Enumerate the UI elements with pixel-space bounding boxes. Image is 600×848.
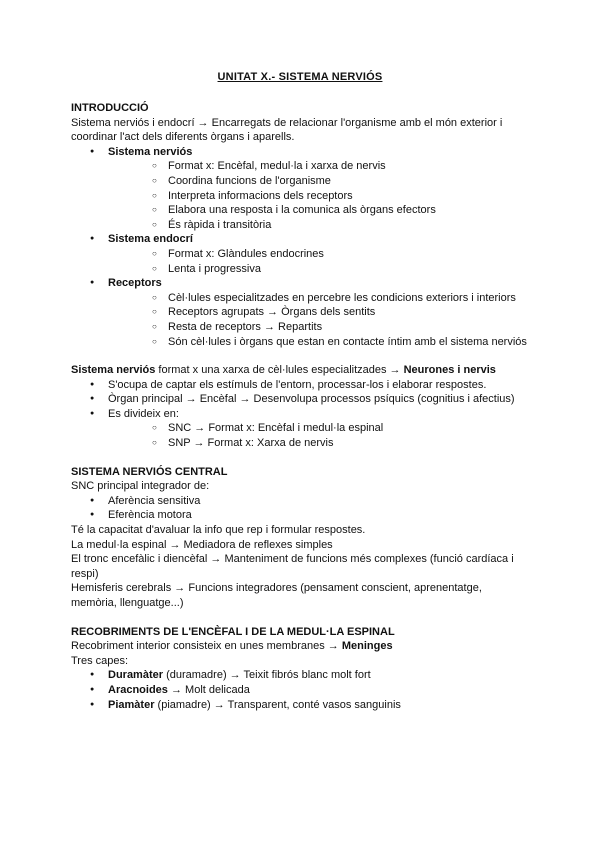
intro-line-2: coordinar l'act dels diferents òrgans i aparells. bbox=[71, 131, 295, 144]
list-item: ○ Interpreta informacions dels receptors bbox=[108, 189, 541, 204]
list-item: ● Sistema endocrí ○ Format x: Glàndules endocrines ○ Lenta i progressiva bbox=[71, 232, 541, 276]
list-item: ● Eferència motora bbox=[71, 508, 541, 523]
snc-p2: La medul·la espinal → Mediadora de reflexes simples bbox=[71, 538, 333, 551]
intro-heading: INTRODUCCIÓ bbox=[71, 102, 149, 114]
list-item: ○ És ràpida i transitòria bbox=[108, 218, 541, 233]
snc-line-1: SNC principal integrador de: bbox=[71, 480, 210, 493]
list-item: ● Piamàter (piamadre) → Transparent, conté vasos sanguinis bbox=[71, 698, 541, 713]
sn-lead: Sistema nerviós format x una xarxa de cèl·lules especialitzades → Neurones i nervis bbox=[71, 364, 496, 377]
intro-list bbox=[71, 145, 541, 349]
document-title: UNITAT X.- SISTEMA NERVIÓS bbox=[217, 71, 383, 83]
rec-heading: RECOBRIMENTS DE L'ENCÈFAL I DE LA MEDUL·LA ESPINAL bbox=[71, 625, 395, 638]
sn-list bbox=[71, 378, 541, 451]
snc-list bbox=[71, 494, 541, 523]
list-item: ● Sistema nerviós ○ Format x: Encèfal, medul·la i xarxa de nervis ○ Coordina funcions de l'organisme ○ Interpreta informacions dels receptors ○ Elabora una resposta i la comunica als òrgans efectors ○ És ràpida i transitòria bbox=[71, 145, 541, 233]
snc-p3b: respi) bbox=[71, 567, 99, 580]
rec-line-1: Recobriment interior consisteix en unes membranes → Meninges bbox=[71, 640, 393, 653]
list-item: ○ Format x: Glàndules endocrines bbox=[108, 247, 541, 262]
list-item: ● Aracnoides → Molt delicada bbox=[71, 683, 541, 698]
list-item: ● Aferència sensitiva bbox=[71, 494, 541, 509]
list-item: ● Duramàter (duramadre) → Teixit fibrós blanc molt fort bbox=[71, 668, 541, 683]
list-item: ● Receptors ○ Cèl·lules especialitzades en percebre les condicions exteriors i interiors ○ Receptors agrupats → Òrgans dels sentits ○ Resta de receptors → Repartits ○ Són cèl·lules i òrgans que estan en contacte íntim amb el sistema nerviós bbox=[71, 276, 541, 349]
snc-p4a: Hemisferis cerebrals → Funcions integradores (pensament conscient, aprenentatge, bbox=[71, 582, 482, 595]
list-item: ○ Format x: Encèfal, medul·la i xarxa de nervis bbox=[108, 159, 541, 174]
list-item: ● Es divideix en: ○ SNC → Format x: Encèfal i medul·la espinal ○ SNP → Format x: Xarxa de nervis bbox=[71, 407, 541, 451]
snc-p4b: memòria, llenguatge...) bbox=[71, 597, 184, 609]
list-item: ○ Resta de receptors → Repartits bbox=[108, 320, 541, 335]
rec-line-2: Tres capes: bbox=[71, 654, 129, 667]
list-item: ○ Lenta i progressiva bbox=[108, 262, 541, 277]
snc-heading: SISTEMA NERVIÓS CENTRAL bbox=[71, 465, 228, 478]
list-item: ○ Coordina funcions de l'organisme bbox=[108, 174, 541, 189]
list-item: ● S'ocupa de captar els estímuls de l'entorn, processar-los i elaborar respostes. bbox=[71, 378, 541, 393]
snc-p3a: El tronc encefàlic i diencèfal → Manteniment de funcions més complexes (funció cardíaca i bbox=[71, 553, 514, 566]
snc-p1: Té la capacitat d'avaluar la info que rep i formular respostes. bbox=[71, 524, 366, 537]
list-item: ○ Elabora una resposta i la comunica als òrgans efectors bbox=[108, 203, 541, 218]
list-item: ○ Són cèl·lules i òrgans que estan en contacte íntim amb el sistema nerviós bbox=[108, 335, 541, 350]
document-body bbox=[71, 101, 541, 712]
intro-line-1: Sistema nerviós i endocrí → Encarregats de relacionar l'organisme amb el món exterior i bbox=[71, 116, 503, 129]
list-item: ○ Cèl·lules especialitzades en percebre les condicions exteriors i interiors bbox=[108, 291, 541, 306]
list-item: ○ SNP → Format x: Xarxa de nervis bbox=[108, 436, 541, 451]
list-item: ● Òrgan principal → Encèfal → Desenvolupa processos psíquics (cognitius i afectius) bbox=[71, 392, 541, 407]
list-item: ○ Receptors agrupats → Òrgans dels sentits bbox=[108, 305, 541, 320]
list-item: ○ SNC → Format x: Encèfal i medul·la espinal bbox=[108, 421, 541, 436]
rec-list bbox=[71, 668, 541, 712]
